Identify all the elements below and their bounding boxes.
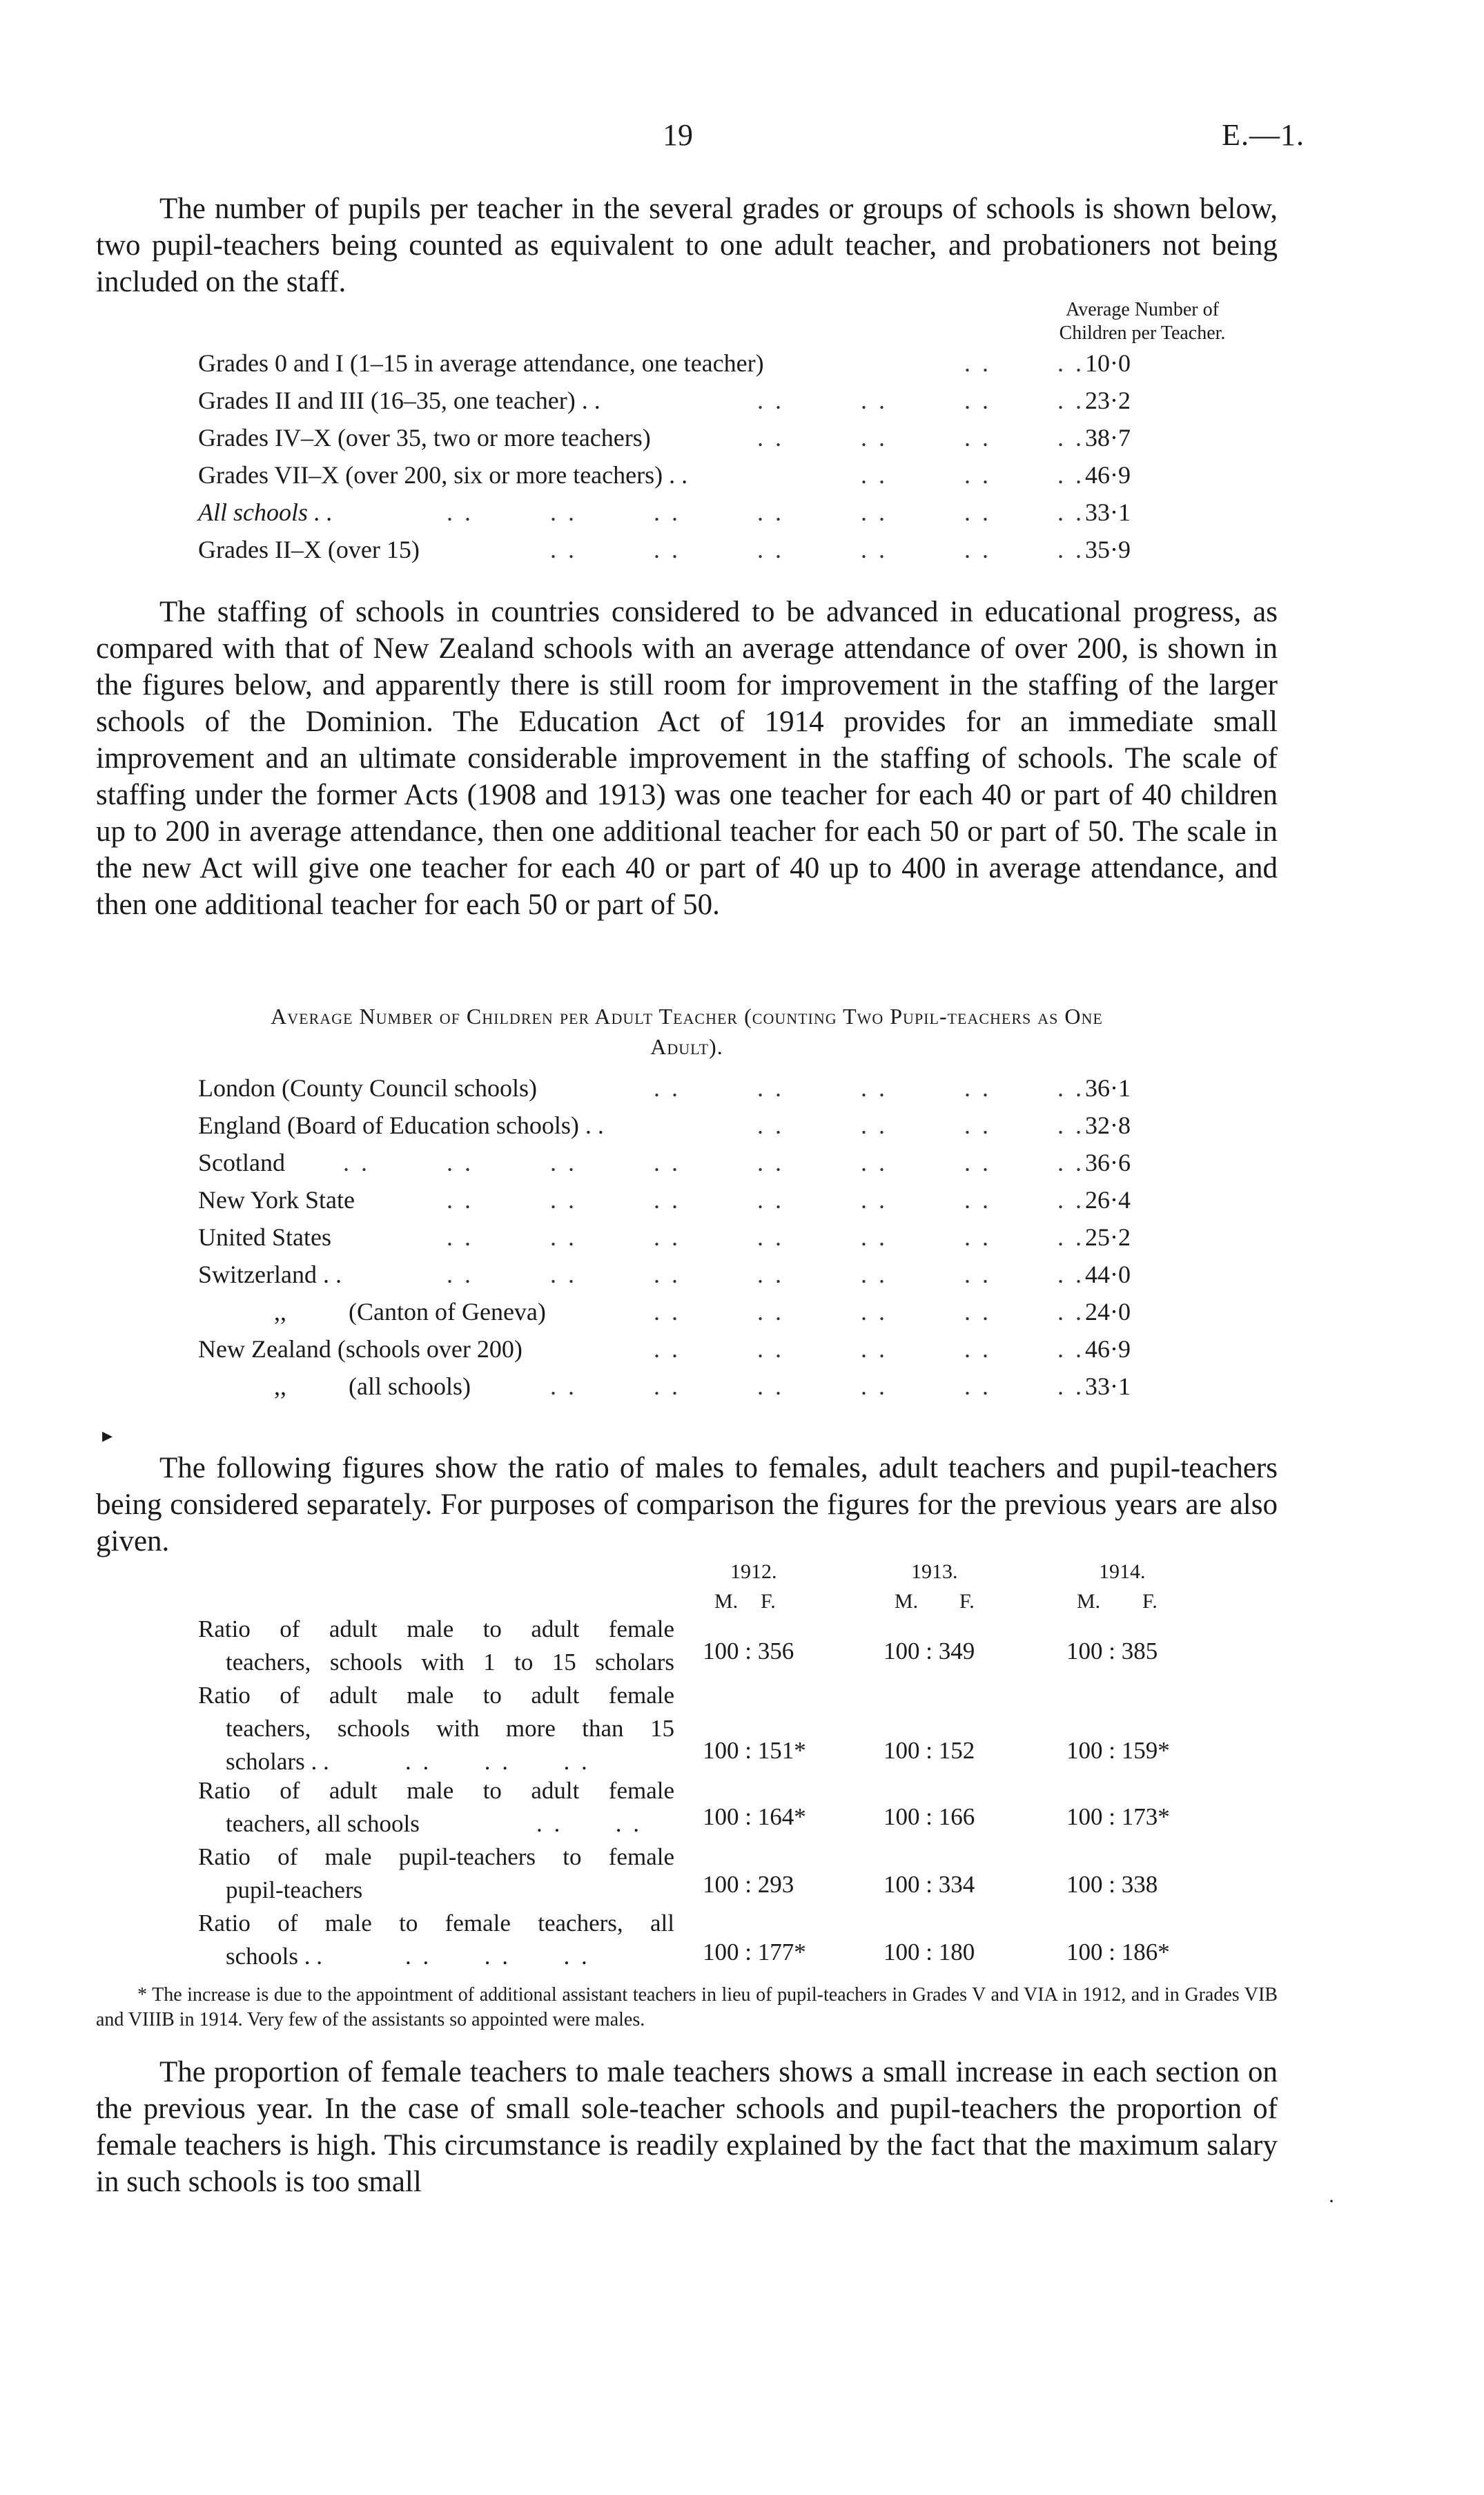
table-row: . . . . . . . . . . . . . . New York State 26·4 bbox=[198, 1185, 1158, 1220]
grades-column-heading-line1: Average Number of bbox=[1066, 299, 1219, 320]
female-heading: F. bbox=[761, 1590, 776, 1613]
table-row: . . . . . . Grades VII–X (over 200, six or more teachers) . . 46·9 bbox=[198, 460, 1158, 495]
ratio-value: 100 : 166 bbox=[883, 1803, 975, 1830]
row-label: England (Board of Education schools) . . bbox=[198, 1111, 608, 1140]
row-value: 26·4 bbox=[1085, 1186, 1131, 1214]
row-value: 25·2 bbox=[1085, 1223, 1131, 1251]
table-row: . . . . . . . . . . London (County Council schools) 36·1 bbox=[198, 1074, 1158, 1108]
ratio-value: 100 : 177* bbox=[703, 1939, 806, 1965]
ratio-value: 100 : 164* bbox=[703, 1803, 806, 1830]
row-label: New York State bbox=[198, 1185, 359, 1214]
table-row: . . . . . . . . England (Board of Education schools) . . 32·8 bbox=[198, 1111, 1158, 1145]
row-label: London (County Council schools) bbox=[198, 1074, 541, 1103]
ratio-row-label bbox=[198, 1907, 674, 1973]
row-value: 32·8 bbox=[1085, 1111, 1131, 1139]
male-heading: M. bbox=[895, 1590, 919, 1613]
male-heading: M. bbox=[1077, 1590, 1101, 1613]
row-label: ,, (Canton of Geneva) bbox=[198, 1297, 550, 1326]
ratio-value: 100 : 356 bbox=[703, 1638, 794, 1664]
ratio-value: 100 : 159* bbox=[1066, 1737, 1170, 1764]
closing-paragraph: The proportion of female teachers to male teachers shows a small increase in each section on the previous year. In the case of small sole-teacher schools and pupil-teachers the proportion of female teachers is high. This circumstance is readily explained by the fact that the maximum salary in such schools is too small bbox=[96, 2056, 1278, 2198]
ratio-row-label-line: scholars . . . . . . . . bbox=[226, 1748, 590, 1775]
table-row: . . . . . . . . . . . . ,, (all schools) 33·1 bbox=[198, 1372, 1158, 1406]
row-label: United States bbox=[198, 1223, 335, 1252]
row-value: 44·0 bbox=[1085, 1261, 1131, 1288]
year-heading: 1912. bbox=[730, 1560, 777, 1583]
ratio-paragraph: The following figures show the ratio of males to females, adult teachers and pupil-teachers being considered separately. For purposes of comparison the figures for the previous years are also given. bbox=[96, 1452, 1278, 1557]
row-label: Switzerland . . bbox=[198, 1260, 346, 1289]
ratio-row-label-line: teachers, all schools . . . . bbox=[226, 1810, 642, 1837]
ratio-value: 100 : 338 bbox=[1066, 1871, 1158, 1898]
ratio-row-label-line: teachers, schools with 1 to 15 scholars bbox=[226, 1649, 674, 1676]
row-label: Grades II–X (over 15) bbox=[198, 535, 424, 564]
ratio-value: 100 : 180 bbox=[883, 1939, 975, 1965]
countries-table-title bbox=[96, 1001, 1278, 1062]
row-value: 35·9 bbox=[1085, 536, 1131, 563]
row-label: ,, (all schools) bbox=[198, 1372, 475, 1401]
staffing-paragraph: The staffing of schools in countries considered to be advanced in educational progress, as compared with that of New Zealand schools with an average attendance of over 200, is shown in the figures below, and apparently there is still room for improvement in the staffing of the larger schools of the Dominion. The Education Act of 1914 provides for an immediate small improvement and an ultimate considerable improvement in the staffing of schools. The scale of staffing under the former Acts (1908 and 1913) was one teacher for each 40 or part of 40 children up to 200 in average attendance, then one additional teacher for each 50 or part of 50. The scale in the new Act will give one teacher for each 40 or part of 40 up to 400 in average attendance, and then one additional teacher for each 50 or part of 50. bbox=[96, 596, 1278, 921]
ratio-row-label bbox=[198, 1679, 674, 1778]
year-heading: 1914. bbox=[1099, 1560, 1146, 1583]
grades-column-heading-line2: Children per Teacher. bbox=[1059, 322, 1226, 344]
document-reference: E.—1. bbox=[1222, 118, 1305, 152]
ratio-row-label bbox=[198, 1841, 674, 1907]
table-row: . . . . . . . . . . . . . . All schools . . 33·1 bbox=[198, 498, 1158, 532]
ratio-row-label-line: teachers, schools with more than 15 bbox=[226, 1715, 674, 1742]
ratio-value: 100 : 293 bbox=[703, 1871, 794, 1898]
stray-mark: · bbox=[1328, 2190, 1335, 2213]
table-row: . . . . . . . . Grades II and III (16–35, one teacher) . . 23·2 bbox=[198, 386, 1158, 420]
ratio-value: 100 : 334 bbox=[883, 1871, 975, 1898]
female-heading: F. bbox=[959, 1590, 975, 1613]
row-label: Grades II and III (16–35, one teacher) . . bbox=[198, 386, 605, 415]
female-heading: F. bbox=[1142, 1590, 1158, 1613]
row-label: All schools . . bbox=[198, 498, 337, 527]
ratio-row-label bbox=[198, 1774, 674, 1841]
ratio-row-label-line: Ratio of male pupil-teachers to female bbox=[198, 1843, 674, 1870]
ratio-row-label-line-text: scholars . . bbox=[226, 1748, 329, 1775]
ratio-row-label-line: pupil-teachers bbox=[226, 1876, 363, 1903]
table-row: . . . . . . . . . . . . . . United States 25·2 bbox=[198, 1223, 1158, 1257]
ratio-row-label-line-text: teachers, all schools bbox=[226, 1810, 420, 1837]
ratio-value: 100 : 385 bbox=[1066, 1638, 1158, 1664]
row-value: 36·1 bbox=[1085, 1074, 1131, 1102]
ratio-row-label-line: Ratio of adult male to adult female bbox=[198, 1615, 674, 1642]
row-label: Grades VII–X (over 200, six or more teachers) . . bbox=[198, 460, 692, 489]
stray-mark: ▸ bbox=[102, 1424, 113, 1447]
table-row: . . . . . . . . . . . . . . . . Scotland 36·6 bbox=[198, 1148, 1158, 1183]
ratio-value: 100 : 186* bbox=[1066, 1939, 1170, 1965]
row-value: 23·2 bbox=[1085, 387, 1131, 414]
table-row: . . . . . . . . . . ,, (Canton of Geneva) 24·0 bbox=[198, 1297, 1158, 1332]
row-label: Grades IV–X (over 35, two or more teachers) bbox=[198, 423, 655, 452]
row-label: Scotland bbox=[198, 1148, 289, 1177]
year-heading: 1913. bbox=[911, 1560, 958, 1583]
ratio-value: 100 : 349 bbox=[883, 1638, 975, 1664]
page-number: 19 bbox=[663, 118, 693, 152]
footnote: * The increase is due to the appointment of additional assistant teachers in lieu of pupil-teachers in Grades V and VIA in 1912, and in Grades VIB and VIIIB in 1914. Very few of the assistants so appointed were males. bbox=[96, 1984, 1278, 2030]
row-label: New Zealand (schools over 200) bbox=[198, 1334, 527, 1363]
ratio-value: 100 : 152 bbox=[883, 1737, 975, 1764]
male-heading: M. bbox=[714, 1590, 739, 1613]
row-value: 24·0 bbox=[1085, 1298, 1131, 1326]
row-value: 10·0 bbox=[1085, 349, 1131, 377]
ratio-row-label-line-text: schools . . bbox=[226, 1943, 322, 1970]
countries-table-title-line1: Average Number of Children per Adult Teacher (counting Two Pupil-teachers as One bbox=[271, 1004, 1103, 1029]
table-row: . . . . . . . . . . . . . . Switzerland . . 44·0 bbox=[198, 1260, 1158, 1294]
grades-column-heading bbox=[1028, 298, 1256, 345]
table-row: . . . . . . . . . . . . Grades II–X (over 15) 35·9 bbox=[198, 535, 1158, 570]
ratio-row-label-line: schools . . . . . . . . bbox=[226, 1943, 590, 1970]
ratio-value: 100 : 151* bbox=[703, 1737, 806, 1764]
intro-paragraph: The number of pupils per teacher in the several grades or groups of schools is shown below, two pupil-teachers being counted as equivalent to one adult teacher, and probationers not being included on the staff. bbox=[96, 193, 1278, 298]
ratio-row-label-line: Ratio of adult male to adult female bbox=[198, 1682, 674, 1709]
ratio-row-label bbox=[198, 1613, 674, 1679]
ratio-value: 100 : 173* bbox=[1066, 1803, 1170, 1830]
ratio-row-label-line: Ratio of male to female teachers, all bbox=[198, 1910, 674, 1936]
table-row: . . . . . . . . . . New Zealand (schools over 200) 46·9 bbox=[198, 1334, 1158, 1369]
row-value: 36·6 bbox=[1085, 1149, 1131, 1176]
table-row: . . . . Grades 0 and I (1–15 in average attendance, one teacher) 10·0 bbox=[198, 349, 1158, 383]
row-value: 33·1 bbox=[1085, 1372, 1131, 1400]
countries-table-title-line2: Adult). bbox=[650, 1034, 723, 1059]
row-value: 46·9 bbox=[1085, 1335, 1131, 1363]
ratio-row-label-line: Ratio of adult male to adult female bbox=[198, 1777, 674, 1804]
row-value: 46·9 bbox=[1085, 461, 1131, 489]
row-label: Grades 0 and I (1–15 in average attendance, one teacher) bbox=[198, 349, 768, 378]
row-value: 38·7 bbox=[1085, 424, 1131, 452]
page-header bbox=[0, 117, 1484, 159]
row-value: 33·1 bbox=[1085, 498, 1131, 526]
table-row: . . . . . . . . Grades IV–X (over 35, two or more teachers) 38·7 bbox=[198, 423, 1158, 458]
